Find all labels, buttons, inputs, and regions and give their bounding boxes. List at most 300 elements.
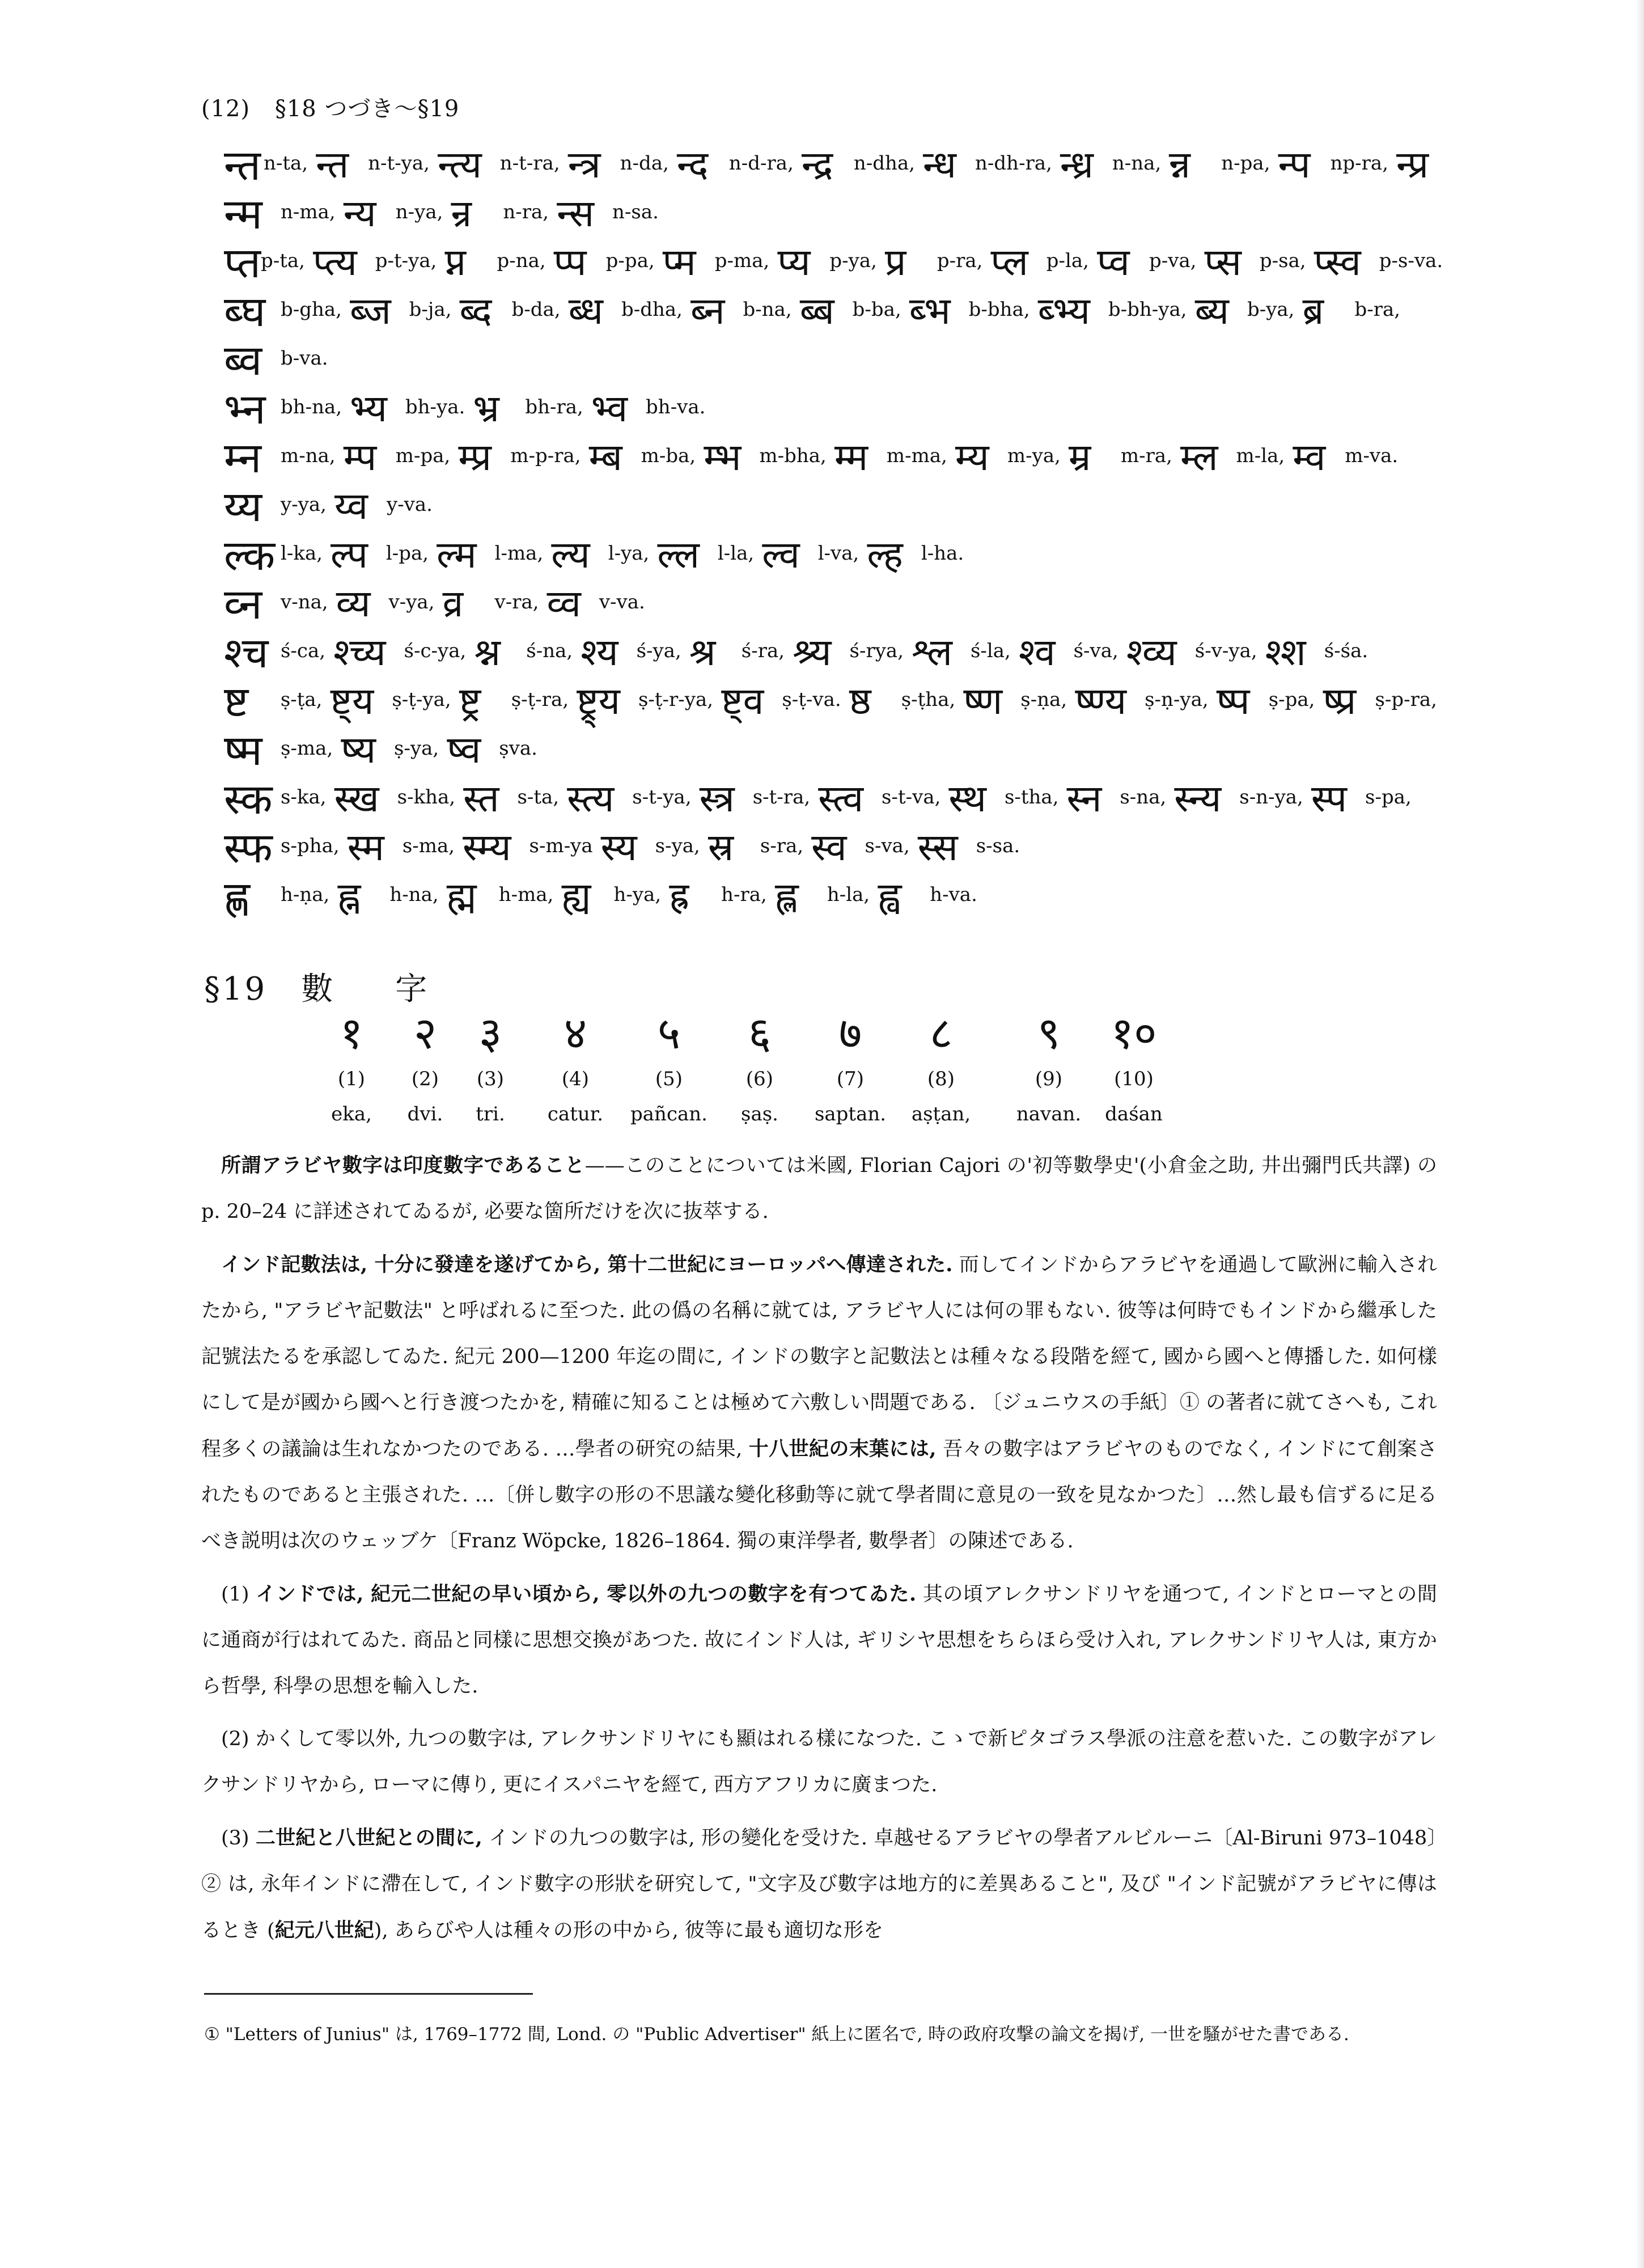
ligature-lead-glyph: न्म xyxy=(224,189,262,239)
ligature-pair xyxy=(606,235,704,286)
ligature-transliteration: h-la, xyxy=(827,883,870,906)
numeral-index: (9) xyxy=(1035,1068,1063,1090)
ligature-transliteration: bh-va. xyxy=(646,396,706,418)
ligature-pair xyxy=(937,235,1035,286)
ligature-transliteration: l-ha. xyxy=(921,542,964,565)
numeral-glyph: १० xyxy=(1111,1008,1157,1059)
ligature-pair xyxy=(1269,674,1364,725)
ligature-glyph: न्ध xyxy=(923,143,956,187)
ligature-transliteration: s-ka, xyxy=(281,786,327,809)
ligature-pair xyxy=(1365,786,1412,809)
numeral-glyph: १ xyxy=(340,1008,363,1059)
numeral-column xyxy=(799,1006,901,1131)
ligature-glyph: प्व xyxy=(1096,240,1130,284)
ligature-pair xyxy=(721,869,816,920)
ligature-pair xyxy=(404,625,515,676)
ligature-pair xyxy=(1046,235,1138,286)
ligature-transliteration: m-la, xyxy=(1236,445,1285,467)
ligature-transliteration: n-t-ya, xyxy=(368,152,430,175)
ligature-pair xyxy=(976,835,1020,857)
ligature-glyph: म्भ xyxy=(704,435,742,479)
ligature-glyph: व्व xyxy=(546,582,581,625)
page-header xyxy=(201,91,459,123)
ligature-transliteration: n-da, xyxy=(620,152,669,175)
ligature-transliteration: ś-śa. xyxy=(1324,640,1368,662)
ligature-pair xyxy=(1074,625,1184,676)
ligature-lead-glyph: स्फ xyxy=(224,823,273,873)
ligature-transliteration: m-va. xyxy=(1345,445,1399,467)
ligature-pair xyxy=(1260,235,1368,286)
ligature-glyph: ह्य xyxy=(561,874,591,918)
ligature-glyph: ब्ब xyxy=(799,289,834,333)
numeral-word: daśan xyxy=(1105,1103,1163,1125)
ligature-lead-glyph: प्त xyxy=(224,238,261,287)
ligature-pair xyxy=(281,284,398,335)
ligature-transliteration: m-p-ra, xyxy=(510,445,581,467)
numeral-word: aṣṭan, xyxy=(911,1103,971,1125)
ligature-transliteration: p-la, xyxy=(1046,249,1089,272)
numeral-index: (10) xyxy=(1114,1068,1154,1090)
ligature-pair xyxy=(281,723,383,774)
ligature-transliteration: h-ma, xyxy=(498,883,554,906)
ligature-transliteration: n-d-ra, xyxy=(728,152,794,175)
ligature-pair xyxy=(638,674,770,725)
ligature-glyph: ल्ल xyxy=(657,533,700,577)
ligature-transliteration: s-sa. xyxy=(976,835,1020,857)
numeral-word: dvi. xyxy=(407,1103,443,1125)
ligature-pair xyxy=(375,235,486,286)
ligature-pair xyxy=(930,883,977,906)
ligature-pair xyxy=(281,674,381,725)
ligature-pair xyxy=(281,347,328,370)
ligature-glyph: ष्ठ xyxy=(849,679,871,723)
ligature-pair xyxy=(1112,138,1210,189)
ligature-transliteration: ś-v-ya, xyxy=(1194,640,1257,662)
ligature-glyph: म्य xyxy=(955,435,989,479)
ligature-pair xyxy=(1145,674,1257,725)
ligature-transliteration: v-va. xyxy=(599,591,645,613)
ligature-glyph: स्प xyxy=(1311,777,1348,820)
footnote: ① "Letters of Junius" は, 1769–1772 間, Lond. の "Public Advertiser" 紙上に匿名で, 時の政府攻撃の論文を揭げ, 一世を騷がせた書である. xyxy=(204,2024,1349,2045)
ligature-line xyxy=(224,724,1448,773)
ligature-glyph: ल्य xyxy=(551,533,590,577)
ligature-lead-glyph: श्च xyxy=(224,628,269,678)
ligature-glyph: स्न xyxy=(1066,777,1102,820)
ligature-transliteration: p-na, xyxy=(497,249,546,272)
ligature-glyph: स्न्य xyxy=(1174,777,1222,820)
numeral-word: ṣaṣ. xyxy=(741,1103,778,1125)
ligature-pair xyxy=(1005,772,1108,823)
ligature-transliteration: b-ya, xyxy=(1247,298,1295,321)
ligature-lead-glyph: ष्ट xyxy=(224,677,249,726)
ligature-transliteration: ṣ-ṭ-va. xyxy=(782,688,841,711)
ligature-glyph: ष्ण्य xyxy=(1075,679,1127,723)
ligature-pair xyxy=(497,235,594,286)
ligature-transliteration: n-ra, xyxy=(503,201,549,223)
ligature-pair xyxy=(637,625,730,676)
ligature-transliteration: s-ta, xyxy=(517,786,560,809)
numeral-glyph: ९ xyxy=(1037,1008,1061,1059)
ligature-lead-glyph: म्न xyxy=(224,433,262,483)
ligature-transliteration: l-pa, xyxy=(385,542,429,565)
ligature-glyph: म्व xyxy=(1293,435,1326,479)
ligature-glyph: म्प्र xyxy=(458,435,491,479)
ligature-line xyxy=(224,285,1448,334)
numeral-word: saptan. xyxy=(814,1103,887,1125)
ligature-transliteration: s-t-va, xyxy=(882,786,941,809)
emphasis-text: インドでは, 紀元二世紀の早い頃から, 零以外の九つの數字を有つてゐた. xyxy=(256,1582,917,1606)
ligature-transliteration: l-ma, xyxy=(494,542,544,565)
ligature-pair xyxy=(368,138,489,189)
numeral-index: (7) xyxy=(836,1068,865,1090)
ligature-glyph: प्स xyxy=(1204,240,1242,284)
ligature-transliteration: p-pa, xyxy=(605,249,655,272)
ligature-pair xyxy=(503,187,601,238)
ligature-pair xyxy=(396,430,499,481)
ligature-transliteration: ṣ-p-ra, xyxy=(1375,688,1437,711)
ligature-transliteration: ś-va, xyxy=(1073,640,1118,662)
ligature-transliteration: y-va. xyxy=(386,493,433,516)
ligature-glyph: न्त xyxy=(316,143,349,187)
ligature-glyph: ह्र xyxy=(669,874,689,918)
ligature-glyph: स्य xyxy=(600,826,637,869)
ligature-pair xyxy=(641,430,748,481)
ligature-transliteration: ś-la, xyxy=(970,640,1011,662)
page-number: (12) xyxy=(201,96,251,122)
ligature-lead-glyph: स्क xyxy=(224,775,273,824)
ligature-transliteration: l-va, xyxy=(817,542,859,565)
ligature-pair xyxy=(409,284,501,335)
numeral-column xyxy=(618,1006,720,1131)
ligature-transliteration: b-ja, xyxy=(409,298,452,321)
ligature-pair xyxy=(829,235,926,286)
ligature-glyph: प्र xyxy=(884,240,906,284)
numeral-column xyxy=(709,1006,811,1131)
numeral-word: eka, xyxy=(331,1103,372,1125)
ligature-transliteration: b-da, xyxy=(511,298,561,321)
text-run: (2) かくして零以外, 九つの數字は, アレクサンドリヤにも顯はれる樣になつた. こゝで新ピタゴラス學派の注意を惹いた. この數字がアレクサンドリヤから, ローマに傳り, 更にイスパニヤを經て, 西方アフリカに廣まつた. xyxy=(201,1728,1437,1796)
ligature-pair xyxy=(281,625,393,676)
ligature-transliteration: bh-na, xyxy=(281,396,342,418)
ligature-glyph: ब्भ xyxy=(909,289,951,333)
ligature-pair xyxy=(729,138,842,189)
ligature-transliteration: l-ya, xyxy=(608,542,650,565)
ligature-transliteration: m-bha, xyxy=(759,445,827,467)
ligature-pair xyxy=(526,625,625,676)
ligature-lead-glyph: भ्न xyxy=(224,384,266,434)
ligature-lead-glyph: ह्ण xyxy=(224,872,251,921)
ligature-pair xyxy=(620,138,718,189)
ligature-pair xyxy=(389,577,484,628)
ligature-transliteration: s-tha, xyxy=(1004,786,1059,809)
ligature-glyph: ल्म xyxy=(437,533,477,577)
emphasis-text: 二世紀と八世紀との間に, xyxy=(255,1826,482,1850)
ligature-pair xyxy=(397,772,506,823)
ligature-pair xyxy=(975,138,1101,189)
ligature-transliteration: ṣ-pa, xyxy=(1268,688,1315,711)
ligature-pair xyxy=(510,430,629,481)
ligature-transliteration: s-m-ya xyxy=(529,835,593,857)
ligature-line xyxy=(224,578,1448,627)
ligature-glyph: स्त्य xyxy=(567,777,615,820)
ligature-line xyxy=(224,236,1448,285)
ligature-pair xyxy=(760,820,854,871)
ligature-glyph: व्र xyxy=(442,582,464,625)
ligature-glyph: ष्व xyxy=(447,728,481,772)
ligature-line xyxy=(224,431,1448,483)
ligature-pair xyxy=(281,869,378,920)
ligature-pair xyxy=(1108,284,1236,335)
ligature-transliteration: p-t-ya, xyxy=(375,249,437,272)
ligature-transliteration: bh-ra, xyxy=(525,396,583,418)
ligature-pair xyxy=(1375,688,1437,711)
ligature-transliteration: s-na, xyxy=(1120,786,1167,809)
ligature-transliteration: n-ma, xyxy=(281,201,336,223)
ligature-pair xyxy=(621,284,732,335)
ligature-lead-glyph: ल्क xyxy=(224,531,276,580)
ligature-glyph: म्प xyxy=(343,435,377,479)
ligature-pair xyxy=(495,577,588,628)
ligature-glyph: न्र xyxy=(451,192,472,235)
ligature-transliteration: n-t-ra, xyxy=(499,152,560,175)
ligature-transliteration: ś-ra, xyxy=(741,640,785,662)
ligature-glyph: श्र xyxy=(689,631,716,674)
ligature-glyph: ष्प xyxy=(1216,679,1250,723)
ligature-transliteration: ś-ca, xyxy=(281,640,326,662)
ligature-pair xyxy=(865,820,965,871)
emphasis-text: 紀元八世紀 xyxy=(274,1919,374,1942)
ligature-transliteration: n-dha, xyxy=(853,152,916,175)
ligature-pair xyxy=(921,542,964,565)
ligature-glyph: भ्य xyxy=(350,387,387,430)
ligature-pair xyxy=(759,430,875,481)
text-run: ), あらびや人は種々の形の中から, 彼等に最も適切な形を xyxy=(374,1919,883,1942)
ligature-transliteration: v-ya, xyxy=(388,591,435,613)
ligature-transliteration: h-ra, xyxy=(721,883,767,906)
numeral-word: pañcan. xyxy=(630,1103,707,1125)
ligature-pair xyxy=(281,528,375,579)
numeral-index: (1) xyxy=(337,1068,366,1090)
ligature-line xyxy=(224,627,1448,678)
ligature-transliteration: m-ya, xyxy=(1007,445,1061,467)
ligature-pair xyxy=(1247,284,1344,335)
ligature-glyph: ह्व xyxy=(878,874,901,918)
ligature-transliteration: s-va, xyxy=(865,835,910,857)
ligature-transliteration: s-ra, xyxy=(760,835,804,857)
ligature-pair xyxy=(1345,445,1398,467)
ligature-glyph: ष्ट्व xyxy=(721,679,764,723)
ligature-transliteration: p-ta, xyxy=(260,249,305,272)
ligature-pair xyxy=(1120,772,1228,823)
ligature-pair xyxy=(281,820,391,871)
numeral-glyph: ३ xyxy=(478,1008,502,1059)
ligature-line xyxy=(224,773,1448,822)
ligature-transliteration: s-n-ya, xyxy=(1239,786,1303,809)
ligature-pair xyxy=(1121,430,1225,481)
ligature-glyph: न्न xyxy=(1169,143,1190,187)
ligature-glyph: ष्य xyxy=(341,728,376,772)
ligature-pair xyxy=(394,723,488,774)
numeral-index: (8) xyxy=(927,1068,955,1090)
ligature-transliteration: b-na, xyxy=(743,298,792,321)
ligature-glyph: ब्ज xyxy=(350,289,391,333)
ligature-pair xyxy=(402,820,518,871)
ligature-transliteration: ś-rya, xyxy=(849,640,904,662)
ligature-glyph: श्व्य xyxy=(1126,631,1177,674)
emphasis-text: 所謂アラビヤ數字は印度數字であること xyxy=(221,1154,585,1177)
ligature-glyph: ब्य xyxy=(1194,289,1229,333)
text-run: ——このことについては米國, Florian Cajori の'初等數學史'(小倉金之助, 井出彌門氏共譯) の p. 20–24 に詳述されてゐるが, 必要な箇所だけを次に抜萃する. xyxy=(201,1154,1437,1223)
ligature-line xyxy=(224,334,1448,383)
ligature-transliteration: y-ya, xyxy=(281,493,327,516)
ligature-transliteration: ṣ-ṭ-ya, xyxy=(392,688,451,711)
ligature-pair xyxy=(281,382,394,433)
ligature-pair xyxy=(1221,138,1319,189)
ligature-pair xyxy=(613,869,710,920)
page-edge-shadow xyxy=(1636,0,1644,2268)
ligature-transliteration: p-s-va. xyxy=(1379,249,1443,272)
section-reference: §18 つづき〜§19 xyxy=(274,96,460,122)
ligature-pair xyxy=(718,528,807,579)
ligature-glyph: ष्प्र xyxy=(1323,679,1357,723)
numeral-index: (5) xyxy=(655,1068,683,1090)
ligature-transliteration: ṣ-ya, xyxy=(393,737,439,760)
ligature-pair xyxy=(389,869,487,920)
text-run: (1) xyxy=(221,1583,256,1606)
ligature-transliteration: ś-ya, xyxy=(636,640,681,662)
ligature-glyph: ब्न xyxy=(690,289,725,333)
ligature-lead-glyph: य्य xyxy=(224,482,262,531)
ligature-glyph: स्त्व xyxy=(818,777,864,820)
ligature-glyph: न्स xyxy=(557,192,594,235)
ligature-glyph: ब्ध xyxy=(568,289,603,333)
ligature-pair xyxy=(608,528,706,579)
ligature-glyph: प्म xyxy=(662,240,696,284)
ligature-glyph: प्न xyxy=(444,240,466,284)
numeral-index: (2) xyxy=(411,1068,439,1090)
ligature-transliteration: b-gha, xyxy=(281,298,342,321)
ligature-line xyxy=(224,188,1448,239)
ligature-pair xyxy=(1331,138,1437,189)
ligature-glyph: म्ब xyxy=(588,435,622,479)
text-run: 其の頃アレクサンドリヤを通つて, インドとローマとの間に通商が行はれてゐた. 商品と同樣に思想交換があつた. 故にインド人は, ギリシヤ思想をちらほら受け入れ, アレクサンドリヤ人は, 東方から哲學, 科學の思想を輸入した. xyxy=(201,1583,1437,1698)
ligature-transliteration: b-ba, xyxy=(852,298,901,321)
ligature-pair xyxy=(753,772,870,823)
ligature-glyph: ह्म xyxy=(446,874,477,918)
footnote-rule xyxy=(204,1993,533,1995)
paragraph xyxy=(201,1815,1437,1954)
numeral-column xyxy=(1083,1006,1185,1131)
ligature-pair xyxy=(1007,430,1109,481)
ligature-transliteration: s-pa, xyxy=(1365,786,1412,809)
ligature-transliteration: m-pa, xyxy=(395,445,451,467)
ligature-glyph: प्स्व xyxy=(1313,240,1361,284)
numeral-glyph: ४ xyxy=(563,1008,587,1059)
ligature-pair xyxy=(882,772,993,823)
ligature-pair xyxy=(1020,674,1133,725)
ligature-transliteration: p-ma, xyxy=(714,249,770,272)
numeral-glyph: २ xyxy=(413,1008,437,1059)
ligature-pair xyxy=(396,187,492,238)
numeral-word: catur. xyxy=(547,1103,604,1125)
ligature-transliteration: h-ṇa, xyxy=(281,883,330,906)
numeral-index: (4) xyxy=(561,1068,590,1090)
ligature-glyph: स्स xyxy=(917,826,958,869)
numeral-index: (6) xyxy=(745,1068,774,1090)
ligature-pair xyxy=(1149,235,1248,286)
ligature-transliteration: h-na, xyxy=(389,883,439,906)
ligature-pair xyxy=(511,674,627,725)
ligature-line xyxy=(224,529,1448,578)
ligature-transliteration: n-sa. xyxy=(612,201,659,223)
ligature-glyph: स्ख xyxy=(334,777,379,820)
ligature-transliteration: ṣva. xyxy=(499,737,537,760)
ligature-glyph: न्य xyxy=(343,192,376,235)
ligature-pair xyxy=(517,772,621,823)
ligature-transliteration: s-kha, xyxy=(397,786,456,809)
ligature-glyph: प्प xyxy=(553,240,587,284)
ligature-glyph: न्द xyxy=(676,143,709,187)
ligature-glyph: ब्र xyxy=(1302,289,1324,333)
ligature-pair xyxy=(827,869,918,920)
body-text xyxy=(201,1143,1437,1961)
ligature-transliteration: p-ra, xyxy=(937,249,983,272)
ligature-transliteration: ś-na, xyxy=(526,640,573,662)
emphasis-text: 十八世紀の末葉には, xyxy=(748,1437,937,1461)
text-run: インドの九つの數字は, 形の變化を受けた. 卓越せるアラビヤの學者アルビルーニ〔Al-Biruni 973–1048〕② は, 永年インドに滯在して, インド數字の形狀を研究して, "文字及び數字は地方的に差異あること", 及び "インド記號がアラビヤに傳はるとき ( xyxy=(201,1827,1438,1942)
ligature-glyph: ह्ल xyxy=(774,874,798,918)
ligature-line xyxy=(224,822,1448,873)
ligature-pair xyxy=(743,284,841,335)
ligature-glyph: ष्ण xyxy=(963,679,1003,723)
ligature-transliteration: b-va. xyxy=(281,347,328,370)
ligature-line xyxy=(224,480,1448,529)
ligature-pair xyxy=(281,187,384,238)
ligature-pair xyxy=(264,138,357,189)
ligature-lead-glyph: ष्म xyxy=(224,726,262,775)
ligature-transliteration: s-t-ra, xyxy=(752,786,811,809)
ligature-glyph: भ्व xyxy=(591,387,628,430)
ligature-pair xyxy=(887,430,996,481)
text-run: 吾々の數字はアラビヤのものでなく, インドにて創案されたものであると主張された. …〔併し數字の形の不思議な變化移動等に就て學者間に意見の一致を見なかつた〕…然し最も信ずるに足るべき説明は次のウェッブケ〔Franz Wöpcke, 1826–1864. 獨の東洋學者, 數學者〕の陳述である. xyxy=(201,1438,1438,1552)
ligature-transliteration: l-ka, xyxy=(281,542,323,565)
ligature-transliteration: m-ra, xyxy=(1120,445,1172,467)
ligature-transliteration: ś-c-ya, xyxy=(404,640,467,662)
ligature-pair xyxy=(854,138,964,189)
ligature-glyph: स्म्य xyxy=(463,826,511,869)
ligature-transliteration: s-pha, xyxy=(281,835,340,857)
ligature-transliteration: m-ba, xyxy=(641,445,696,467)
ligature-glyph: व्य xyxy=(336,582,371,625)
ligature-glyph: ल्व xyxy=(762,533,800,577)
ligature-table xyxy=(224,139,1448,919)
ligature-glyph: ष्ट्य xyxy=(330,679,374,723)
paragraph xyxy=(201,1571,1437,1710)
ligature-lead-glyph: ब्घ xyxy=(224,287,266,336)
ligature-glyph: न्द्र xyxy=(801,143,833,187)
ligature-glyph: ल्प xyxy=(331,533,368,577)
ligature-line xyxy=(224,139,1448,188)
ligature-transliteration: p-va, xyxy=(1149,249,1197,272)
ligature-pair xyxy=(499,869,603,920)
ligature-pair xyxy=(850,625,959,676)
ligature-transliteration: ṣ-ṇa, xyxy=(1020,688,1067,711)
ligature-glyph: स्त्र xyxy=(699,777,735,820)
ligature-transliteration: v-ra, xyxy=(494,591,539,613)
ligature-transliteration: n-dh-ra, xyxy=(975,152,1052,175)
ligature-pair xyxy=(1195,625,1313,676)
ligature-line xyxy=(224,870,1448,919)
